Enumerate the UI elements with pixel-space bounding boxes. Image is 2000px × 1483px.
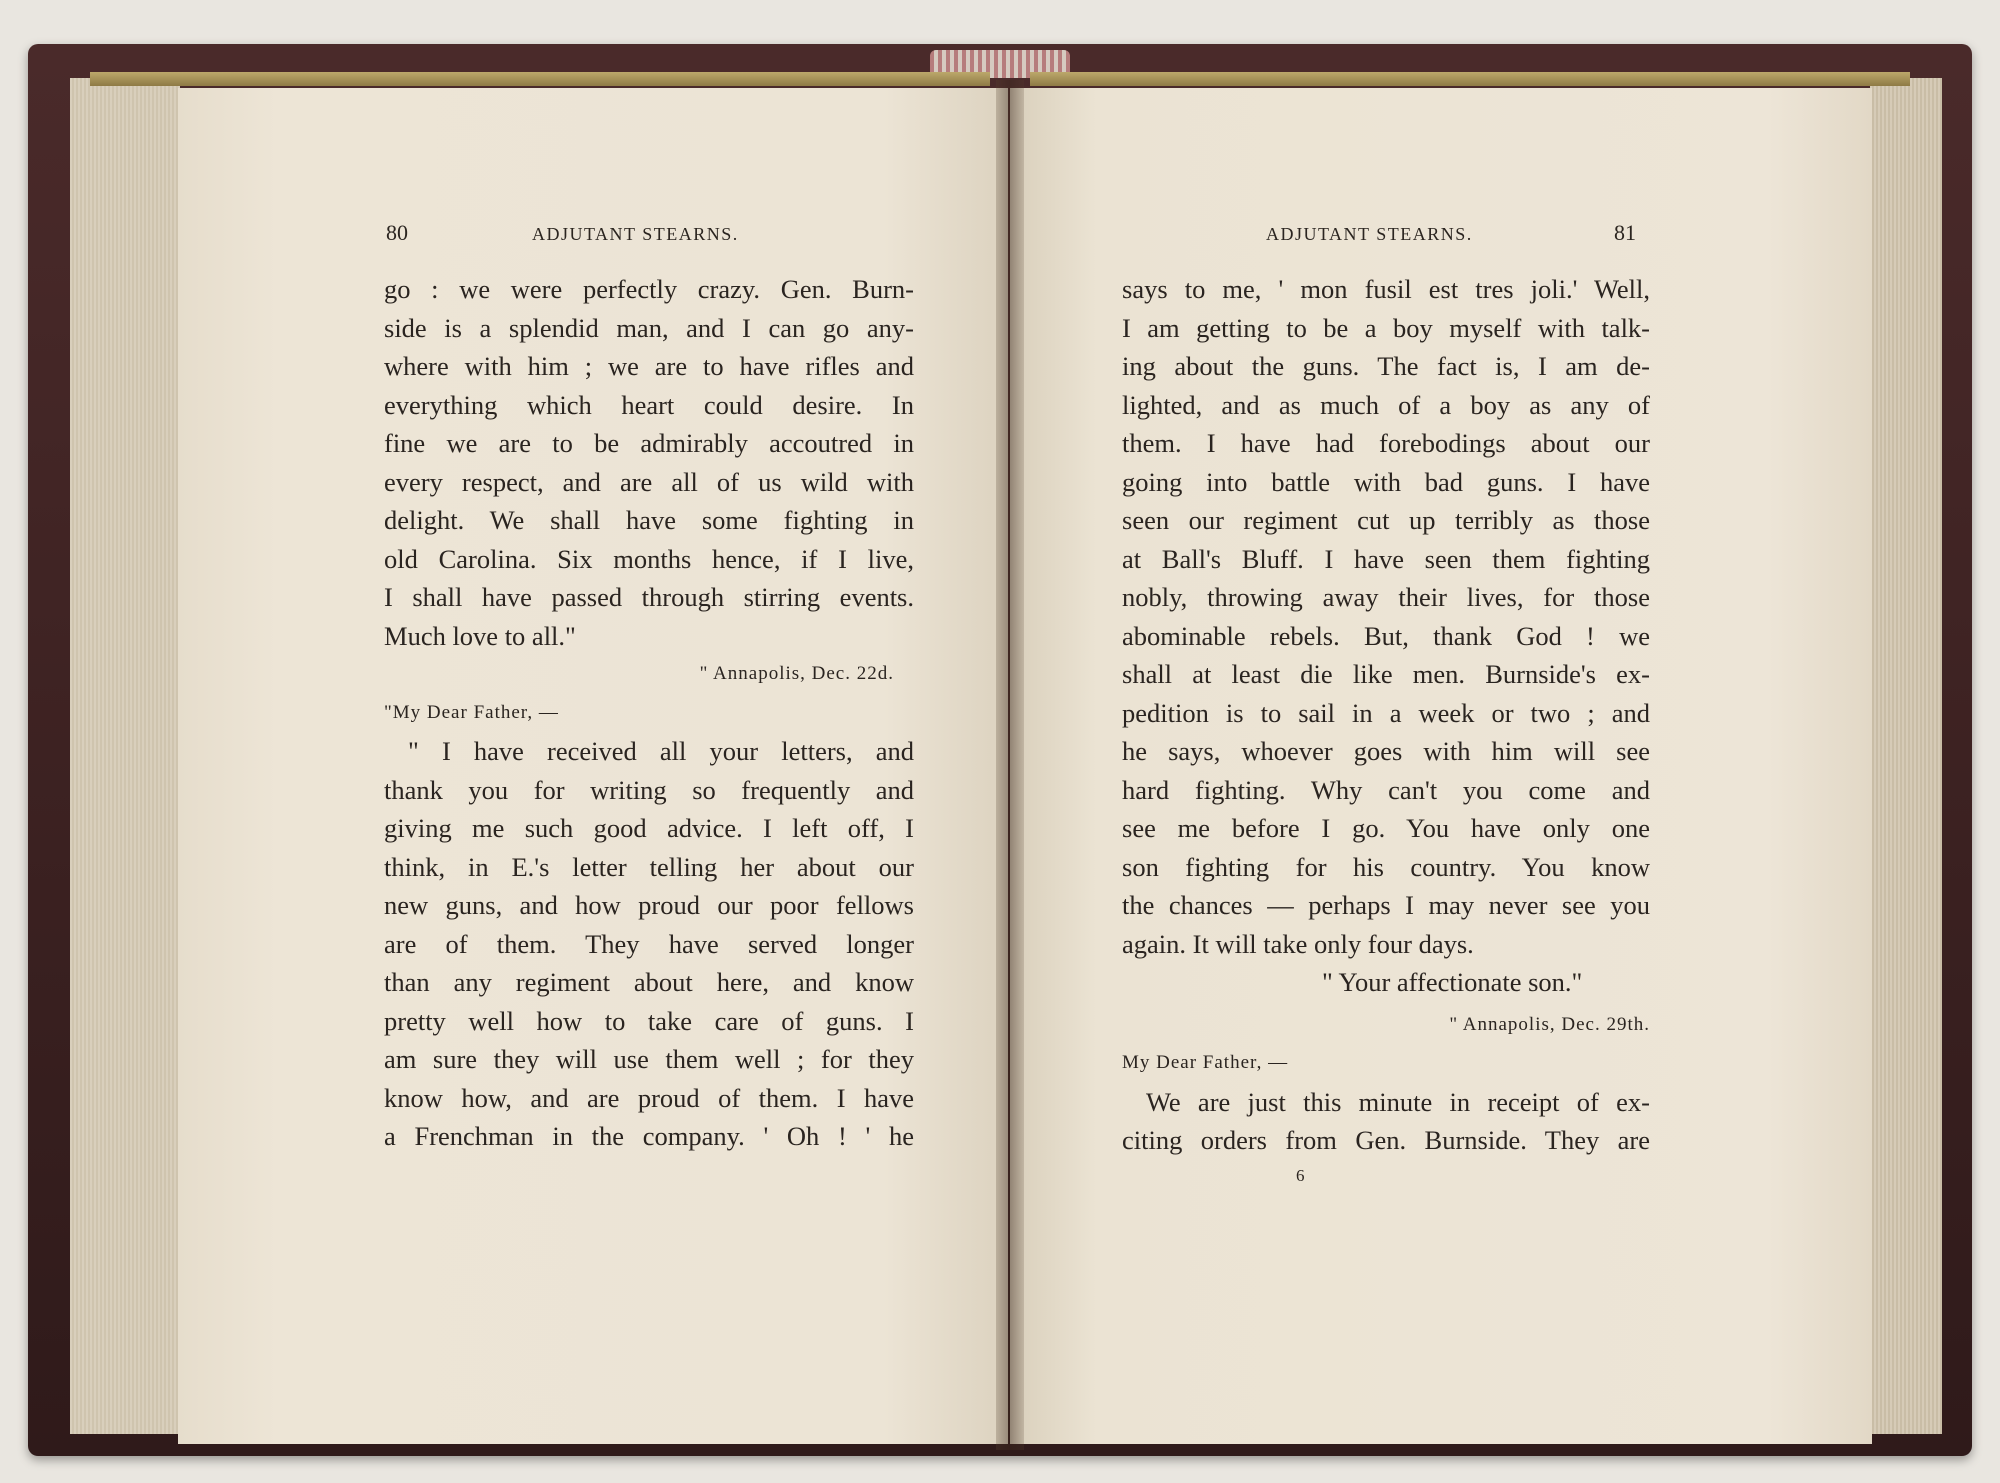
text-line: where with him ; we are to have rifles and <box>384 351 914 381</box>
text-line: every respect, and are all of us wild with <box>384 466 914 497</box>
text-line: think, in E.'s letter telling her about our <box>384 851 914 882</box>
text-line: them. I have had forebodings about our <box>1122 428 1650 458</box>
signature-mark: 6 <box>1296 1166 1306 1185</box>
text-line: Much love to all." <box>384 620 576 651</box>
text-line: seen our regiment cut up terribly as those <box>1122 505 1650 535</box>
text-line: giving me such good advice. I left off, I <box>384 813 914 843</box>
page-stack-right <box>1870 78 1942 1434</box>
text-line: going into battle with bad guns. I have <box>1122 466 1650 497</box>
text-line: son fighting for his country. You know <box>1122 851 1650 882</box>
salutation: "My Dear Father, — <box>384 701 559 723</box>
right-page-number: 81 <box>1614 220 1636 245</box>
dateline: " Annapolis, Dec. 22d. <box>699 663 894 684</box>
text-line: fine we are to be admirably accoutred in <box>384 428 914 458</box>
salutation: My Dear Father, — <box>1122 1052 1289 1073</box>
right-page-body <box>1122 270 1650 1160</box>
text-line: go : we were perfectly crazy. Gen. Burn- <box>384 274 914 304</box>
text-line: pretty well how to take care of guns. I <box>384 1005 914 1036</box>
text-line: new guns, and how proud our poor fellows <box>384 890 914 920</box>
text-line: delight. We shall have some fighting in <box>384 505 914 535</box>
gilt-edge-left <box>90 72 990 86</box>
text-line: at Ball's Bluff. I have seen them fighting <box>1122 543 1650 574</box>
closing: " Your affectionate son." <box>1322 967 1583 997</box>
gilt-edge-right <box>1030 72 1910 86</box>
text-line: old Carolina. Six months hence, if I live, <box>384 543 914 574</box>
text-line: abominable rebels. But, thank God ! we <box>1122 620 1650 651</box>
text-line: than any regiment about here, and know <box>384 967 914 997</box>
text-line: see me before I go. You have only one <box>1122 813 1650 843</box>
book-gutter <box>996 80 1024 1450</box>
left-running-head: ADJUTANT STEARNS. <box>532 224 739 244</box>
left-page-number: 80 <box>386 220 408 245</box>
text-line: know how, and are proud of them. I have <box>384 1082 914 1113</box>
left-page-body <box>384 270 914 1156</box>
dateline: " Annapolis, Dec. 29th. <box>1449 1013 1650 1035</box>
text-line: a Frenchman in the company. ' Oh ! ' he <box>384 1121 914 1151</box>
text-line: he says, whoever goes with him will see <box>1122 736 1650 766</box>
text-line: pedition is to sail in a week or two ; and <box>1122 697 1650 728</box>
text-line: citing orders from Gen. Burnside. They are <box>1122 1125 1650 1155</box>
text-line: We are just this minute in receipt of ex- <box>1146 1086 1650 1117</box>
text-line: lighted, and as much of a boy as any of <box>1122 389 1650 420</box>
text-line: everything which heart could desire. In <box>384 389 914 420</box>
text-line: ing about the guns. The fact is, I am de- <box>1122 351 1650 381</box>
text-line: are of them. They have served longer <box>384 928 914 959</box>
text-line: shall at least die like men. Burnside's ex- <box>1122 659 1650 689</box>
text-line: I am getting to be a boy myself with talk- <box>1122 312 1650 343</box>
text-line: again. It will take only four days. <box>1122 928 1474 959</box>
text-line: I shall have passed through stirring events. <box>384 582 914 612</box>
page-stack-left <box>70 78 180 1434</box>
text-line: am sure they will use them well ; for they <box>384 1044 914 1074</box>
text-line: side is a splendid man, and I can go any- <box>384 312 914 343</box>
text-line: thank you for writing so frequently and <box>384 774 914 805</box>
text-line: says to me, ' mon fusil est tres joli.' Well, <box>1122 274 1650 304</box>
text-line: hard fighting. Why can't you come and <box>1122 774 1650 805</box>
text-line: the chances — perhaps I may never see you <box>1122 890 1650 920</box>
text-line: " I have received all your letters, and <box>408 736 914 766</box>
right-running-head: ADJUTANT STEARNS. <box>1266 224 1473 244</box>
text-line: nobly, throwing away their lives, for those <box>1122 582 1650 612</box>
